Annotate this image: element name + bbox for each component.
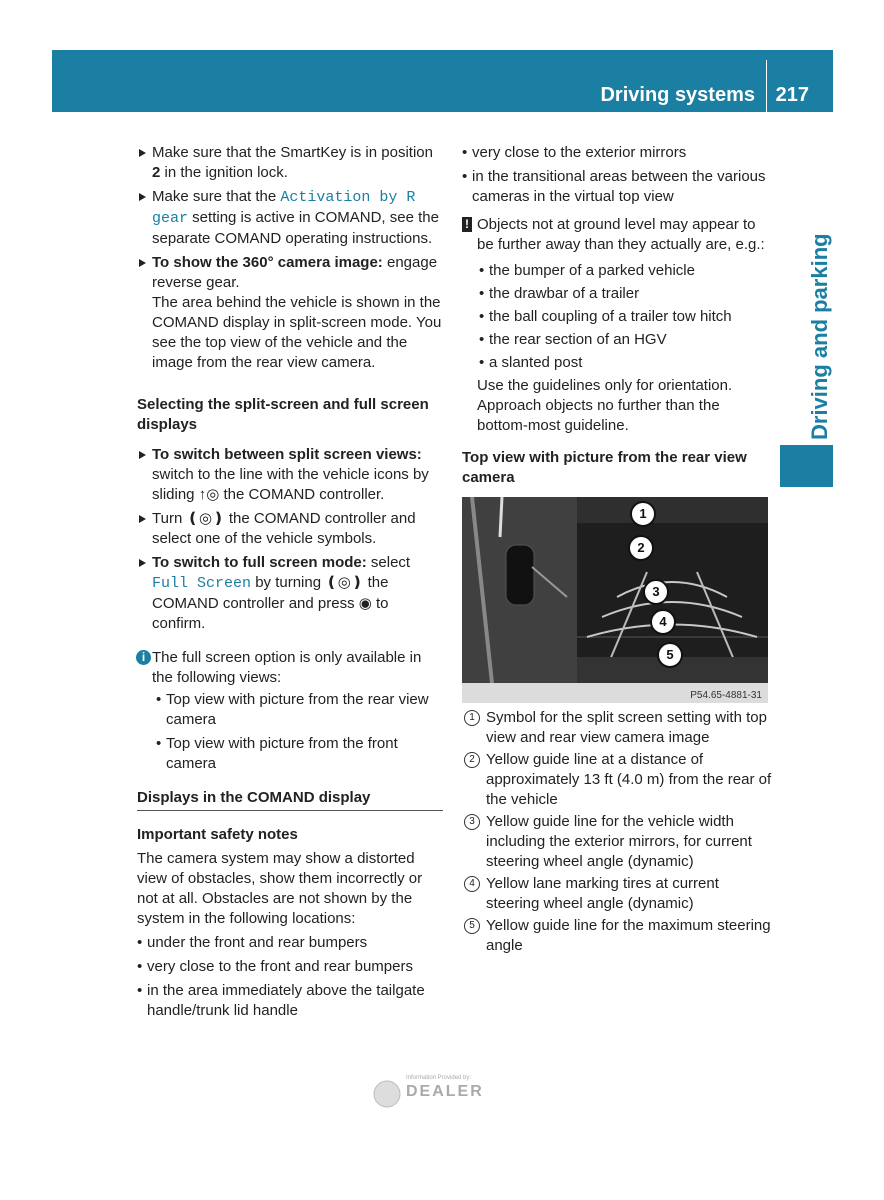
step-smartkey [137,143,443,183]
list-item-text: under the front and rear bumpers [147,934,368,951]
right-column [462,143,770,488]
left-column [137,143,443,1025]
warning-paragraph: Use the guidelines only for orientation. Approach objects no further than the bottom-most guideline. [477,377,733,434]
step-show-camera [137,253,443,373]
warning-icon: ! [462,217,472,232]
menu-setting: Full Screen [152,575,252,592]
list-item-text: very close to the front and rear bumpers [147,958,413,975]
step-text: Make sure that the [152,188,281,205]
list-item [462,167,770,207]
step-bold: 2 [152,164,161,181]
info-text: The full screen option is only available in the following views: [152,649,422,686]
list-item-text: very close to the exterior mirrors [472,144,687,161]
legend-item [462,750,772,810]
legend-number: 1 [464,710,480,726]
step-text: in the ignition lock. [160,164,288,181]
list-item-text: a slanted post [489,354,583,371]
step-turn-controller [137,509,443,549]
step-text: select [366,554,411,571]
header-divider [766,60,767,112]
step-full-screen [137,553,443,634]
legend-text: Yellow guide line for the maximum steering angle [486,917,771,954]
step-switch-split [137,445,443,505]
step-text: switch to the line with the vehicle icons by sliding ↑◎ the COMAND controller. [152,466,429,503]
step-text: Make sure that the SmartKey is in position [152,144,433,161]
callout-4: 4 [650,609,676,635]
legend-text: Yellow guide line at a distance of approximately 13 ft (4.0 m) from the rear of the vehicle [486,751,772,808]
warning-text: Objects not at ground level may appear to be further away than they actually are, e.g.: [477,216,765,253]
dealer-logo-icon [372,1079,402,1109]
top-view-image [462,497,577,683]
step-text: setting is active in COMAND, see the separate COMAND operating instructions. [152,209,439,247]
list-item [479,284,770,304]
step-text: by turning ❪◎❫ the COMAND controller and press ◉ to confirm. [152,574,389,632]
legend-text: Yellow lane marking tires at current steering wheel angle (dynamic) [486,875,719,912]
step-bold: To switch to full screen mode: [152,554,367,571]
page-number: 217 [775,84,809,106]
camera-display-figure [462,497,768,703]
legend-number: 2 [464,752,480,768]
list-item [156,734,443,774]
chapter-label: Driving and parking [807,233,832,440]
brand-text: DEALER [406,1083,484,1100]
provider-text: Information Provided by: [406,1075,472,1081]
callout-1: 1 [630,501,656,527]
list-item [479,261,770,281]
legend-number: 3 [464,814,480,830]
list-item [479,353,770,373]
legend-text: Symbol for the split screen setting with top view and rear view camera image [486,709,767,746]
info-icon: i [136,650,151,665]
step-text: engage reverse gear. [152,254,438,291]
callout-5: 5 [657,642,683,668]
list-item [156,690,443,730]
figure-caption-bar [462,683,768,703]
figure-code: P54.65-4881-31 [690,690,762,701]
list-item [479,307,770,327]
safety-paragraph: The camera system may show a distorted view of obstacles, show them incorrectly or not at all. Obstacles are not shown by the system in the following locations: [137,850,423,927]
list-item-text: Top view with picture from the rear view camera [166,691,429,728]
info-note [137,648,443,774]
list-item [462,143,770,163]
legend-item [462,812,772,872]
heading-safety: Important safety notes [137,826,298,843]
callout-2: 2 [628,535,654,561]
callout-3: 3 [643,579,669,605]
list-item [479,330,770,350]
heading-top-view: Top view with picture from the rear view camera [462,449,747,486]
list-item-text: the rear section of an HGV [489,331,667,348]
dealer-watermark [372,1075,512,1115]
legend-item [462,708,772,748]
legend-text: Yellow guide line for the vehicle width including the exterior mirrors, for current steering wheel angle (dynamic) [486,813,752,870]
list-item-text: in the transitional areas between the various cameras in the virtual top view [472,168,766,205]
step-bold: To switch between split screen views: [152,446,422,463]
page-header [52,50,833,112]
legend-item [462,916,772,956]
step-text: Turn ❪◎❫ the COMAND controller and select one of the vehicle symbols. [152,510,416,547]
step-paragraph: The area behind the vehicle is shown in the COMAND display in split-screen mode. You see the top view of the vehicle and the image from the rear view camera. [152,294,442,371]
warning-note [462,215,770,436]
legend-item [462,874,772,914]
section-title: Driving systems [600,84,755,106]
legend-number: 5 [464,918,480,934]
heading-split-screen: Selecting the split-screen and full screen displays [137,396,429,433]
legend-number: 4 [464,876,480,892]
list-item-text: the ball coupling of a trailer tow hitch [489,308,732,325]
step-bold: To show the 360° camera image: [152,254,383,271]
list-item-text: Top view with picture from the front camera [166,735,398,772]
list-item [137,981,443,1021]
list-item-text: the drawbar of a trailer [489,285,640,302]
list-item-text: the bumper of a parked vehicle [489,262,695,279]
step-activation [137,187,443,249]
list-item [137,933,443,953]
chapter-tab [780,445,833,487]
list-item-text: in the area immediately above the tailgate handle/trunk lid handle [147,982,425,1019]
list-item [137,957,443,977]
heading-displays: Displays in the COMAND display [137,788,443,811]
menu-setting: Activation by R gear [152,189,416,227]
figure-legend [462,708,772,958]
